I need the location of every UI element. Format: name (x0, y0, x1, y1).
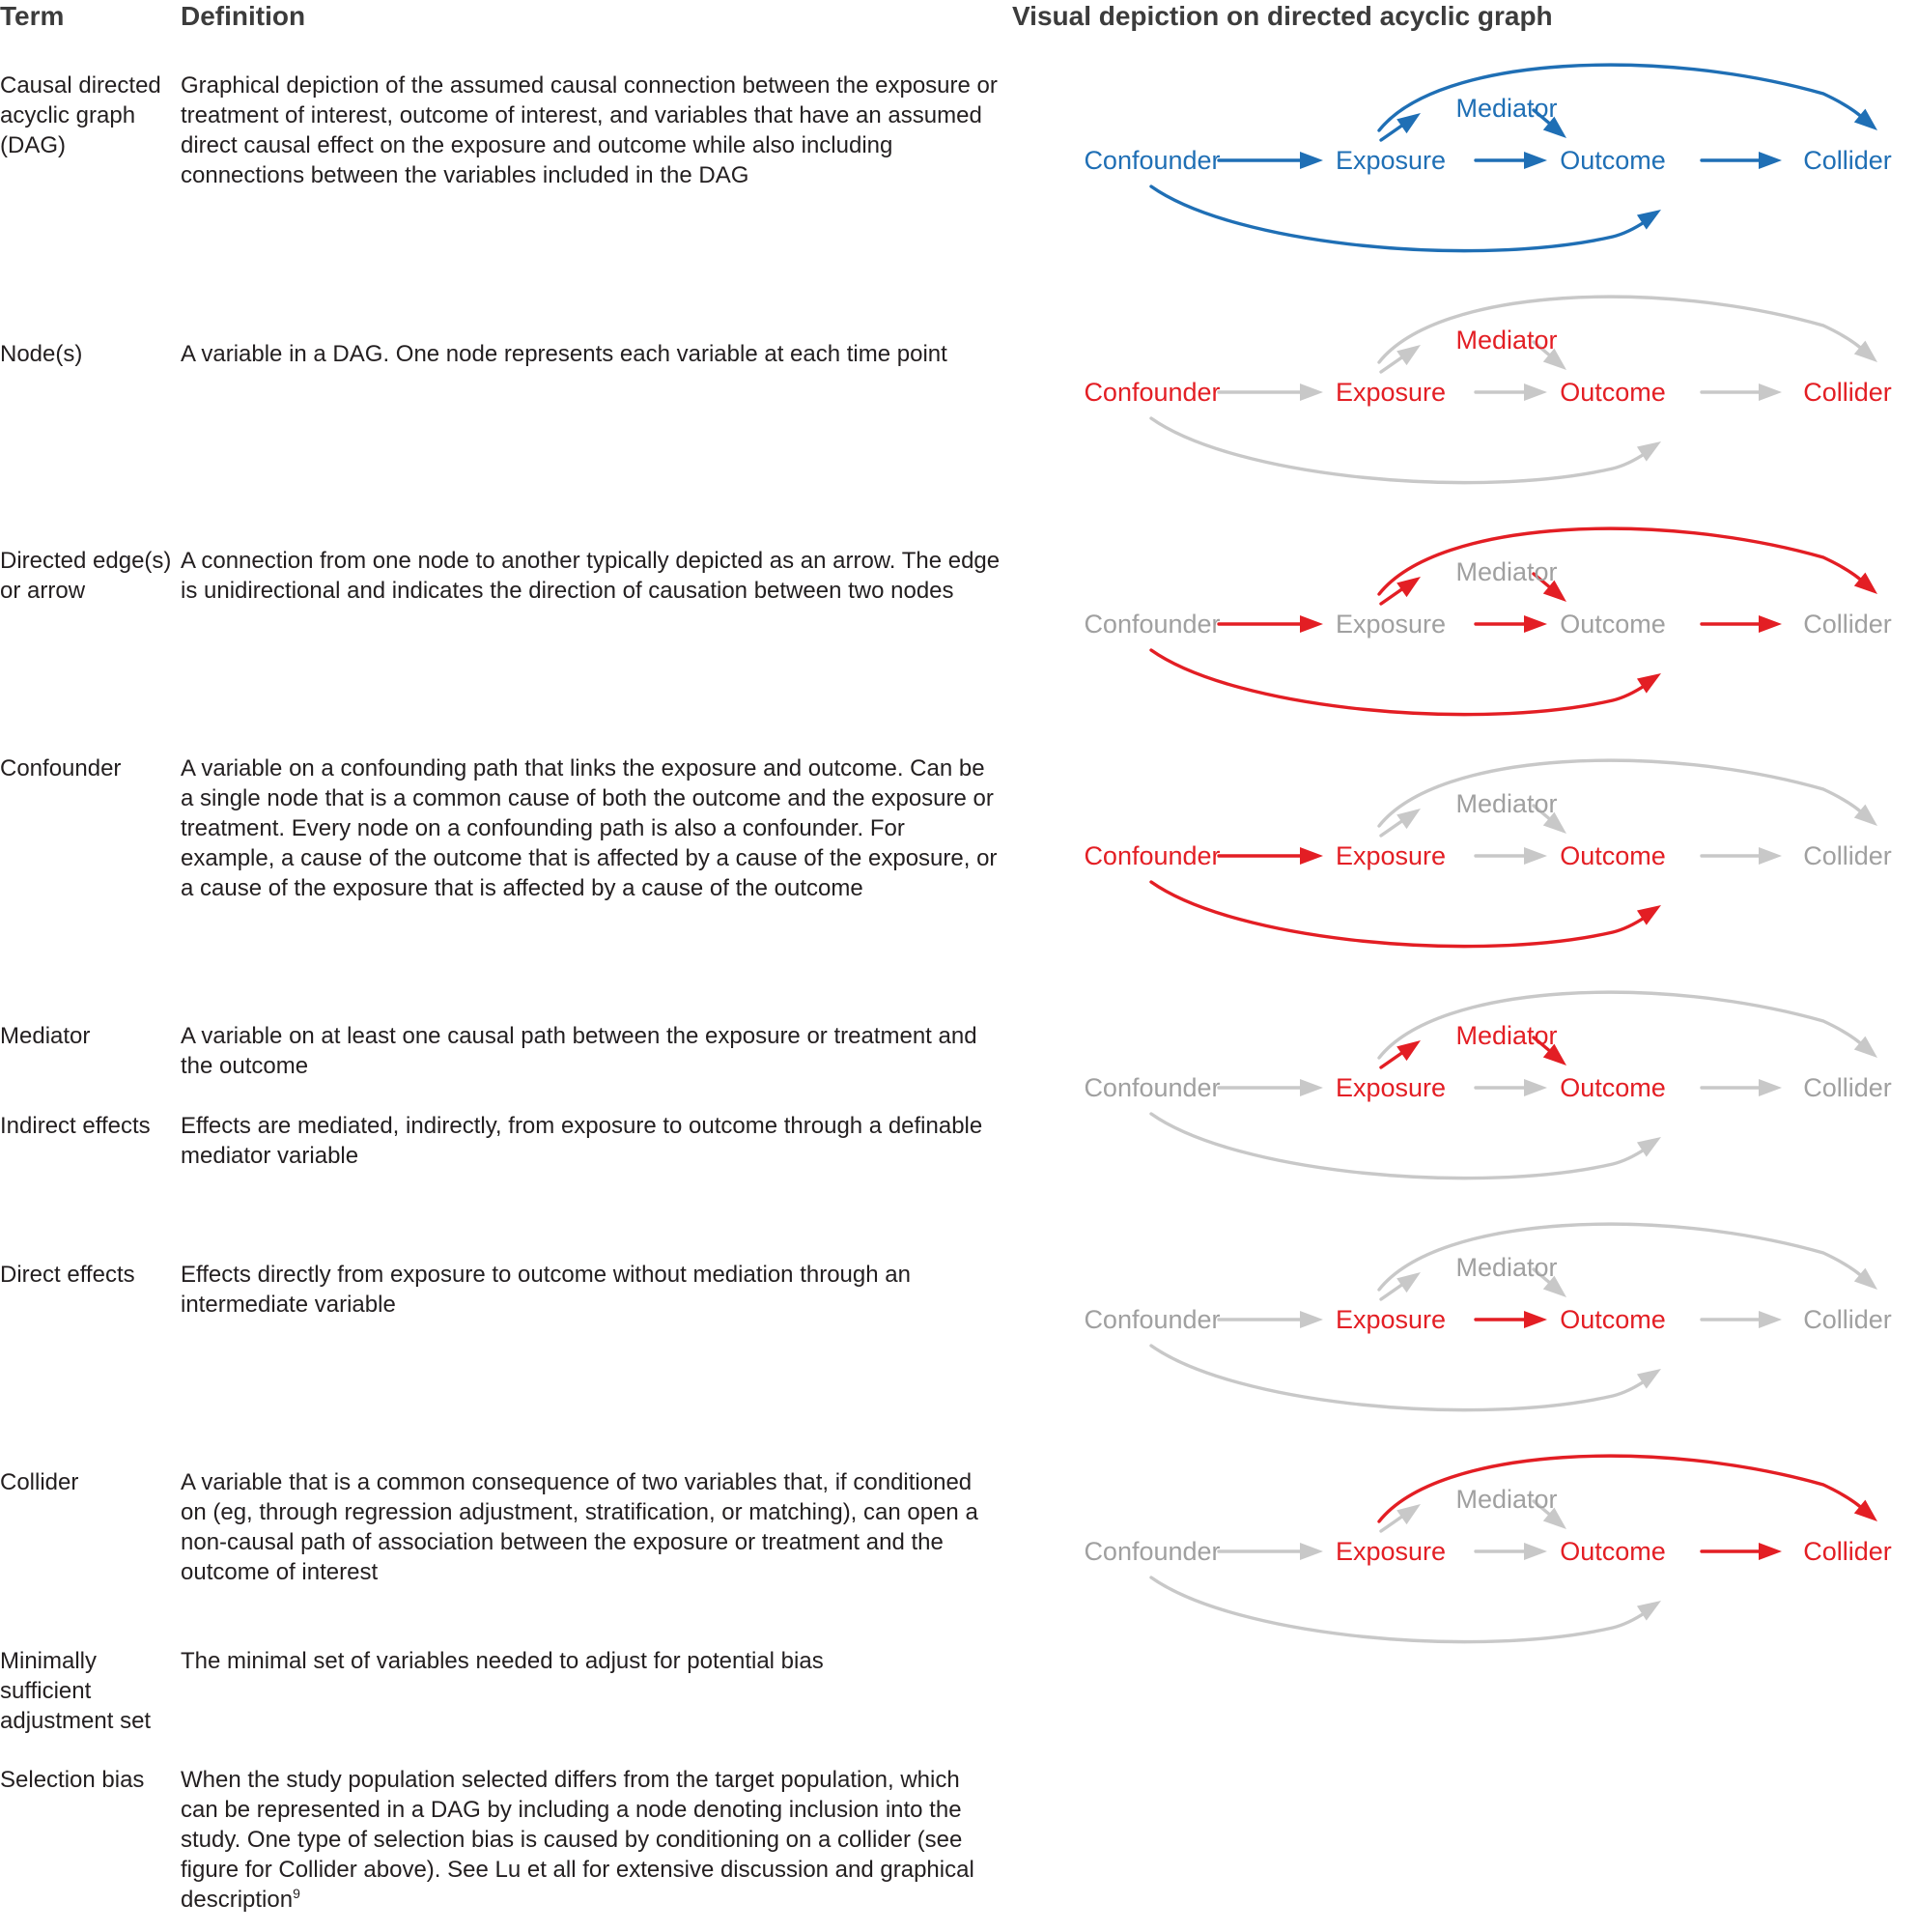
edge-conf-to-out (1151, 1346, 1666, 1410)
definition-nodes: A variable in a DAG. One node represents each variable at each time point (181, 341, 947, 367)
edge-out-to-col (1702, 615, 1782, 633)
node-exposure: Exposure (1335, 610, 1447, 639)
edge-exp-to-out (1476, 1079, 1547, 1096)
node-confounder: Confounder (1084, 841, 1221, 870)
edge-exp-to-col (1379, 1224, 1883, 1296)
definition-collider: A variable that is a common consequence of two variables that, if conditioned on (eg, through regression adjustment, stratification, or matching), can open a non-causal path of association between the exposure or treatment and the outcome of interest (181, 1469, 978, 1585)
arrowhead-icon (1300, 847, 1323, 865)
term-confounder: Confounder (0, 755, 122, 781)
edge-exp-to-col (1379, 65, 1883, 137)
term-collider: Collider (0, 1469, 79, 1495)
arrowhead-icon (1759, 152, 1782, 169)
arrowhead-icon (1300, 1311, 1323, 1328)
arrowhead-icon (1759, 847, 1782, 865)
term-selection-bias: Selection bias (0, 1767, 145, 1793)
node-exposure: Exposure (1335, 1305, 1447, 1334)
edge-conf-to-exp (1219, 615, 1323, 633)
dag-causal-dag (1072, 43, 1918, 285)
edge-exp-to-out (1476, 1311, 1547, 1328)
edge-exp-to-out (1476, 1543, 1547, 1560)
edge-conf-to-exp (1219, 384, 1323, 401)
node-confounder: Confounder (1084, 1537, 1221, 1566)
dag-nodes (1072, 275, 1918, 517)
node-collider: Collider (1803, 378, 1892, 407)
node-exposure: Exposure (1335, 841, 1447, 870)
node-mediator: Mediator (1455, 789, 1558, 818)
arrowhead-icon (1524, 1079, 1547, 1096)
edge-exp-to-col (1379, 297, 1883, 369)
node-confounder: Confounder (1084, 1305, 1221, 1334)
node-collider: Collider (1803, 1305, 1892, 1334)
term-direct-effects: Direct effects (0, 1262, 135, 1288)
term-minimally-sufficient-set: Minimally sufficient adjustment set (0, 1648, 152, 1734)
edge-conf-to-exp (1219, 1079, 1323, 1096)
arrowhead-icon (1759, 1543, 1782, 1560)
arrowhead-icon (1524, 384, 1547, 401)
dag-directed-edges (1072, 507, 1918, 749)
node-confounder: Confounder (1084, 1073, 1221, 1102)
edge-conf-to-out (1151, 418, 1666, 483)
edge-out-to-col (1702, 847, 1782, 865)
edge-out-to-col (1702, 384, 1782, 401)
definition-mediator: A variable on at least one causal path between the exposure or treatment and the outcome (181, 1023, 977, 1079)
arrowhead-icon (1524, 1543, 1547, 1560)
node-outcome: Outcome (1560, 1073, 1666, 1102)
header-term: Term (0, 1, 65, 31)
arrowhead-icon (1300, 1079, 1323, 1096)
definition-confounder: A variable on a confounding path that links the exposure and outcome. Can be a single node that is a common cause of both the outcome and the exposure or treatment. Every node on a confounding path is also a confounder. For example, a cause of the outcome that is affected by a cause of the exposure, or a cause of the exposure that is affected by a cause of the outcome (181, 755, 998, 901)
definition-direct-effects: Effects directly from exposure to outcome without mediation through an intermediate variable (181, 1262, 911, 1318)
edge-exp-to-col (1379, 1456, 1883, 1528)
definition-minimally-sufficient-set: The minimal set of variables needed to adjust for potential bias (181, 1648, 824, 1674)
node-outcome: Outcome (1560, 841, 1666, 870)
arrowhead-icon (1524, 615, 1547, 633)
definition-directed-edges: A connection from one node to another typically depicted as an arrow. The edge is unidirectional and indicates the direction of causation between two nodes (181, 548, 1001, 604)
edge-exp-to-out (1476, 384, 1547, 401)
arrowhead-icon (1759, 384, 1782, 401)
term-directed-edges: Directed edge(s) or arrow (0, 548, 172, 604)
node-mediator: Mediator (1455, 1021, 1558, 1050)
arrowhead-icon (1759, 1079, 1782, 1096)
edge-exp-to-out (1476, 615, 1547, 633)
node-mediator: Mediator (1455, 326, 1558, 355)
node-mediator: Mediator (1455, 94, 1558, 123)
arrowhead-icon (1300, 1543, 1323, 1560)
edge-exp-to-col (1379, 528, 1883, 601)
node-exposure: Exposure (1335, 378, 1447, 407)
edge-exp-to-col (1379, 992, 1883, 1065)
edge-conf-to-out (1151, 650, 1666, 715)
node-outcome: Outcome (1560, 1537, 1666, 1566)
header-definition: Definition (181, 1, 306, 31)
arrowhead-icon (1524, 1311, 1547, 1328)
edge-exp-to-col (1379, 760, 1883, 833)
arrowhead-icon (1300, 152, 1323, 169)
node-outcome: Outcome (1560, 378, 1666, 407)
node-mediator: Mediator (1455, 557, 1558, 586)
node-confounder: Confounder (1084, 610, 1221, 639)
arrowhead-icon (1759, 1311, 1782, 1328)
node-exposure: Exposure (1335, 1073, 1447, 1102)
arrowhead-icon (1759, 615, 1782, 633)
edge-conf-to-out (1151, 186, 1666, 251)
definition-indirect-effects: Effects are mediated, indirectly, from exposure to outcome through a definable mediator variable (181, 1113, 983, 1169)
dag-mediator (1072, 971, 1918, 1212)
node-collider: Collider (1803, 1537, 1892, 1566)
edge-out-to-col (1702, 1311, 1782, 1328)
node-mediator: Mediator (1455, 1485, 1558, 1514)
definition-causal-dag: Graphical depiction of the assumed causal connection between the exposure or treatment of interest, outcome of interest, and variables that have an assumed direct causal effect on the exposure and outcome while also including connections between the variables included in the DAG (181, 72, 998, 188)
term-nodes: Node(s) (0, 341, 83, 367)
edge-exp-to-out (1476, 152, 1547, 169)
definition-selection-bias-text: When the study population selected differs from the target population, which can be represented in a DAG by including a node denoting inclusion into the study. One type of selection bias is caused by conditioning on a collider (see figure for Collider above). See Lu et all for extensive discussion and graphical description (181, 1767, 974, 1913)
node-mediator: Mediator (1455, 1253, 1558, 1282)
dag-collider (1072, 1435, 1918, 1676)
edge-exp-to-out (1476, 847, 1547, 865)
arrowhead-icon (1524, 152, 1547, 169)
header-visual: Visual depiction on directed acyclic graph (1012, 1, 1553, 31)
edge-conf-to-exp (1219, 152, 1323, 169)
arrowhead-icon (1300, 615, 1323, 633)
arrowhead-icon (1300, 384, 1323, 401)
edge-out-to-col (1702, 1079, 1782, 1096)
edge-out-to-col (1702, 152, 1782, 169)
dag-direct-effects (1072, 1203, 1918, 1444)
edge-out-to-col (1702, 1543, 1782, 1560)
node-exposure: Exposure (1335, 146, 1447, 175)
node-outcome: Outcome (1560, 146, 1666, 175)
term-causal-dag: Causal directed acyclic graph (DAG) (0, 72, 161, 158)
node-outcome: Outcome (1560, 610, 1666, 639)
node-outcome: Outcome (1560, 1305, 1666, 1334)
node-collider: Collider (1803, 1073, 1892, 1102)
node-collider: Collider (1803, 610, 1892, 639)
node-confounder: Confounder (1084, 378, 1221, 407)
node-confounder: Confounder (1084, 146, 1221, 175)
edge-conf-to-out (1151, 882, 1666, 947)
edge-conf-to-out (1151, 1114, 1666, 1179)
arrowhead-icon (1524, 847, 1547, 865)
term-mediator: Mediator (0, 1023, 91, 1049)
edge-conf-to-exp (1219, 1543, 1323, 1560)
edge-conf-to-exp (1219, 1311, 1323, 1328)
edge-conf-to-out (1151, 1577, 1666, 1642)
definition-selection-bias (181, 1765, 1001, 1915)
node-exposure: Exposure (1335, 1537, 1447, 1566)
edge-conf-to-exp (1219, 847, 1323, 865)
node-collider: Collider (1803, 841, 1892, 870)
term-indirect-effects: Indirect effects (0, 1113, 151, 1139)
dag-confounder (1072, 739, 1918, 980)
node-collider: Collider (1803, 146, 1892, 175)
reference-superscript: 9 (293, 1886, 300, 1901)
